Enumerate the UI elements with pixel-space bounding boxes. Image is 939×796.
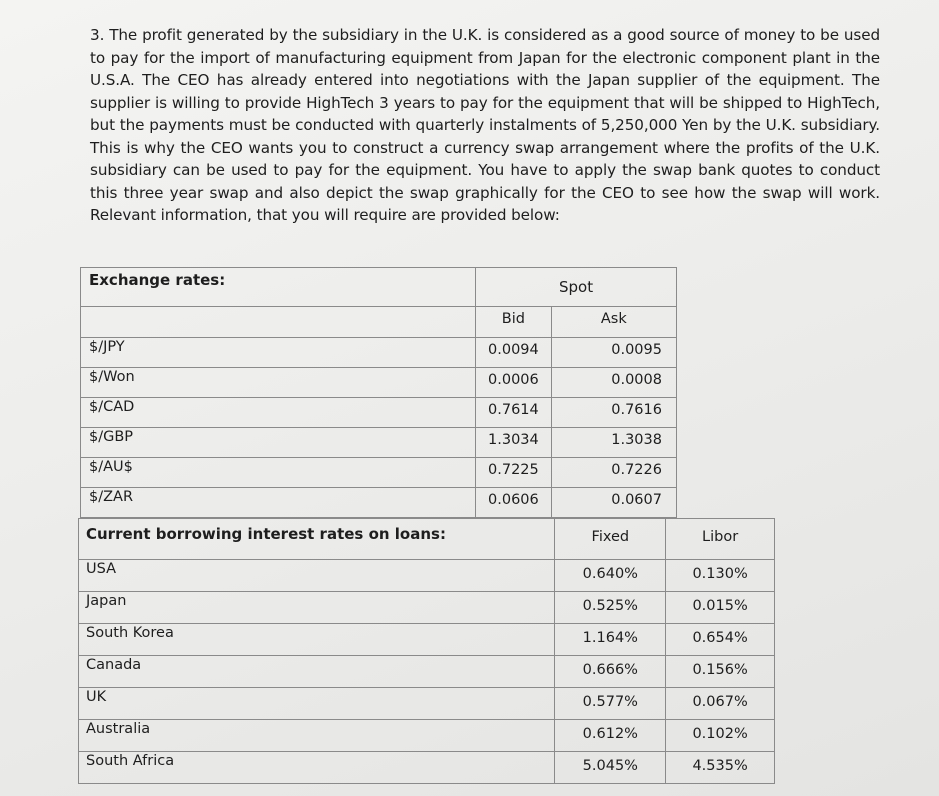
- libor-header: Libor: [666, 519, 775, 560]
- interest-title: Current borrowing interest rates on loans:: [79, 519, 555, 560]
- fixed-rate: 0.666%: [555, 656, 666, 688]
- currency-pair: $/AU$: [81, 458, 476, 488]
- fixed-rate: 0.612%: [555, 720, 666, 752]
- country-name: South Korea: [79, 624, 555, 656]
- table-row: [79, 720, 775, 752]
- libor-rate: 4.535%: [666, 752, 775, 784]
- country-name: South Africa: [79, 752, 555, 784]
- bid-value: 0.0094: [476, 338, 552, 368]
- exchange-title: Exchange rates:: [81, 268, 476, 307]
- exchange-rates-table: [80, 267, 677, 518]
- libor-rate: 0.015%: [666, 592, 775, 624]
- table-row: [79, 624, 775, 656]
- table-row: [81, 368, 677, 398]
- fixed-rate: 0.577%: [555, 688, 666, 720]
- currency-pair: $/GBP: [81, 428, 476, 458]
- libor-rate: 0.654%: [666, 624, 775, 656]
- table-row: [79, 752, 775, 784]
- spot-header: Spot: [476, 268, 677, 307]
- country-name: Japan: [79, 592, 555, 624]
- table-row: [81, 458, 677, 488]
- ask-value: 0.0607: [551, 488, 676, 518]
- ask-value: 1.3038: [551, 428, 676, 458]
- libor-rate: 0.156%: [666, 656, 775, 688]
- currency-pair: $/JPY: [81, 338, 476, 368]
- bid-value: 1.3034: [476, 428, 552, 458]
- table-row: [81, 428, 677, 458]
- table-row: [79, 592, 775, 624]
- table-row: [81, 338, 677, 368]
- bid-value: 0.0606: [476, 488, 552, 518]
- libor-rate: 0.130%: [666, 560, 775, 592]
- ask-value: 0.7616: [551, 398, 676, 428]
- bid-value: 0.7225: [476, 458, 552, 488]
- fixed-rate: 0.525%: [555, 592, 666, 624]
- bid-value: 0.0006: [476, 368, 552, 398]
- libor-rate: 0.067%: [666, 688, 775, 720]
- exchange-header-row: [81, 268, 677, 307]
- table-row: [79, 688, 775, 720]
- country-name: USA: [79, 560, 555, 592]
- country-name: Canada: [79, 656, 555, 688]
- fixed-rate: 1.164%: [555, 624, 666, 656]
- ask-value: 0.0095: [551, 338, 676, 368]
- exchange-subheader-blank: [81, 307, 476, 338]
- bid-value: 0.7614: [476, 398, 552, 428]
- interest-header-row: [79, 519, 775, 560]
- country-name: UK: [79, 688, 555, 720]
- country-name: Australia: [79, 720, 555, 752]
- currency-pair: $/CAD: [81, 398, 476, 428]
- currency-pair: $/ZAR: [81, 488, 476, 518]
- table-row: [81, 488, 677, 518]
- table-row: [79, 656, 775, 688]
- bid-header: Bid: [476, 307, 552, 338]
- libor-rate: 0.102%: [666, 720, 775, 752]
- table-row: [81, 398, 677, 428]
- fixed-header: Fixed: [555, 519, 666, 560]
- ask-header: Ask: [551, 307, 676, 338]
- fixed-rate: 0.640%: [555, 560, 666, 592]
- exchange-subheader-row: [81, 307, 677, 338]
- interest-rates-table: [78, 518, 775, 784]
- currency-pair: $/Won: [81, 368, 476, 398]
- ask-value: 0.7226: [551, 458, 676, 488]
- fixed-rate: 5.045%: [555, 752, 666, 784]
- table-row: [79, 560, 775, 592]
- question-paragraph: 3. The profit generated by the subsidiary in the U.K. is considered as a good source of money to be used to pay for the import of manufacturing equipment from Japan for the electronic component plant in the U.S.A. The CEO has already entered into negotiations with the Japan supplier of the equipment. The supplier is willing to provide HighTech 3 years to pay for the equipment that will be shipped to HighTech, but the payments must be conducted with quarterly instalments of 5,250,000 Yen by the U.K. subsidiary. This is why the CEO wants you to construct a currency swap arrangement where the profits of the U.K. subsidiary can be used to pay for the equipment. You have to apply the swap bank quotes to conduct this three year swap and also depict the swap graphically for the CEO to see how the swap will work. Relevant information, that you will require are provided below:: [90, 26, 880, 224]
- ask-value: 0.0008: [551, 368, 676, 398]
